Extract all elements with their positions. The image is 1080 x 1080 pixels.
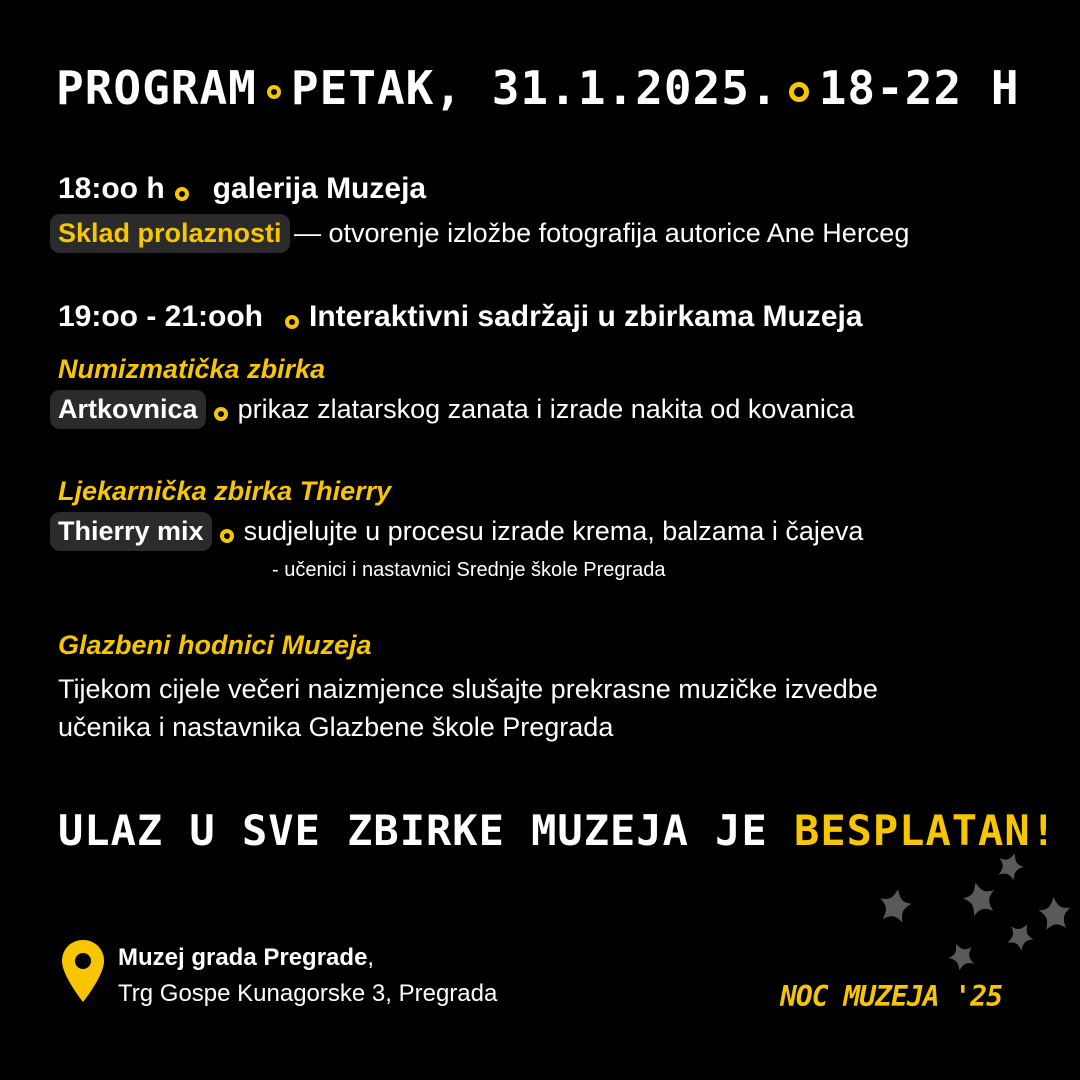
- star-icon: [877, 886, 914, 923]
- circle-bullet-icon: [267, 85, 281, 99]
- star-icon: [944, 939, 978, 973]
- time-range-label: 18-22 H: [818, 61, 1020, 115]
- circle-bullet-icon: [285, 315, 299, 329]
- collection-1-highlight: Artkovnica: [50, 390, 206, 429]
- event-2-time: 19:oo - 21:ooh: [58, 300, 264, 333]
- address-name: Muzej grada Pregrade: [118, 944, 368, 971]
- address-street: Trg Gospe Kunagorske 3, Pregrada: [118, 980, 498, 1007]
- collection-1-detail: [58, 390, 854, 429]
- map-pin-icon: [60, 938, 106, 1004]
- star-icon: [960, 878, 999, 917]
- collection-2-highlight: Thierry mix: [50, 512, 212, 551]
- event-1-heading: [58, 172, 426, 206]
- star-icon: [1003, 918, 1038, 953]
- program-label: PROGRAM: [56, 61, 257, 115]
- circle-bullet-icon: [220, 529, 234, 543]
- collection-2-note: - učenici i nastavnici Srednje škole Pregrada: [272, 559, 666, 581]
- collection-3-line-1: Tijekom cijele večeri naizmjence slušajte prekrasne muzičke izvedbe: [58, 674, 878, 704]
- event-1-location: galerija Muzeja: [212, 172, 427, 205]
- collection-1-name: Numizmatička zbirka: [58, 354, 326, 384]
- free-entry-highlight: BESPLATAN!: [794, 806, 1057, 855]
- stars-decoration: [860, 845, 1080, 985]
- free-entry-text: ULAZ U SVE ZBIRKE MUZEJA JE: [58, 806, 768, 855]
- collection-1-desc: prikaz zlatarskog zanata i izrade nakita od kovanica: [237, 394, 855, 424]
- event-2-title: Interaktivni sadržaji u zbirkama Muzeja: [309, 300, 863, 333]
- collection-2-detail: [58, 512, 863, 551]
- page-title: [56, 58, 1020, 118]
- event-1-time: 18:oo h: [58, 172, 165, 205]
- address-comma: ,: [367, 944, 375, 971]
- collection-3-name: Glazbeni hodnici Muzeja: [58, 630, 372, 660]
- circle-bullet-icon: [214, 407, 228, 421]
- circle-bullet-icon: [789, 82, 809, 102]
- date-label: PETAK, 31.1.2025.: [290, 61, 779, 115]
- collection-2-name: Ljekarnička zbirka Thierry: [58, 476, 392, 506]
- collection-2-desc: sudjelujte u procesu izrade krema, balzama i čajeva: [243, 516, 864, 546]
- event-logo: NOC MUZEJA '25: [780, 980, 1003, 1013]
- address-name-line: [118, 944, 374, 972]
- event-1-desc: — otvorenje izložbe fotografija autorice Ane Herceg: [294, 218, 910, 248]
- star-icon: [994, 849, 1027, 882]
- circle-bullet-icon: [175, 187, 189, 201]
- star-icon: [1037, 896, 1072, 931]
- event-1-detail: [58, 214, 909, 253]
- collection-3-line-2: učenika i nastavnika Glazbene škole Pregrada: [58, 712, 614, 742]
- event-1-highlight: Sklad prolaznosti: [50, 214, 290, 253]
- event-2-heading: [58, 300, 863, 334]
